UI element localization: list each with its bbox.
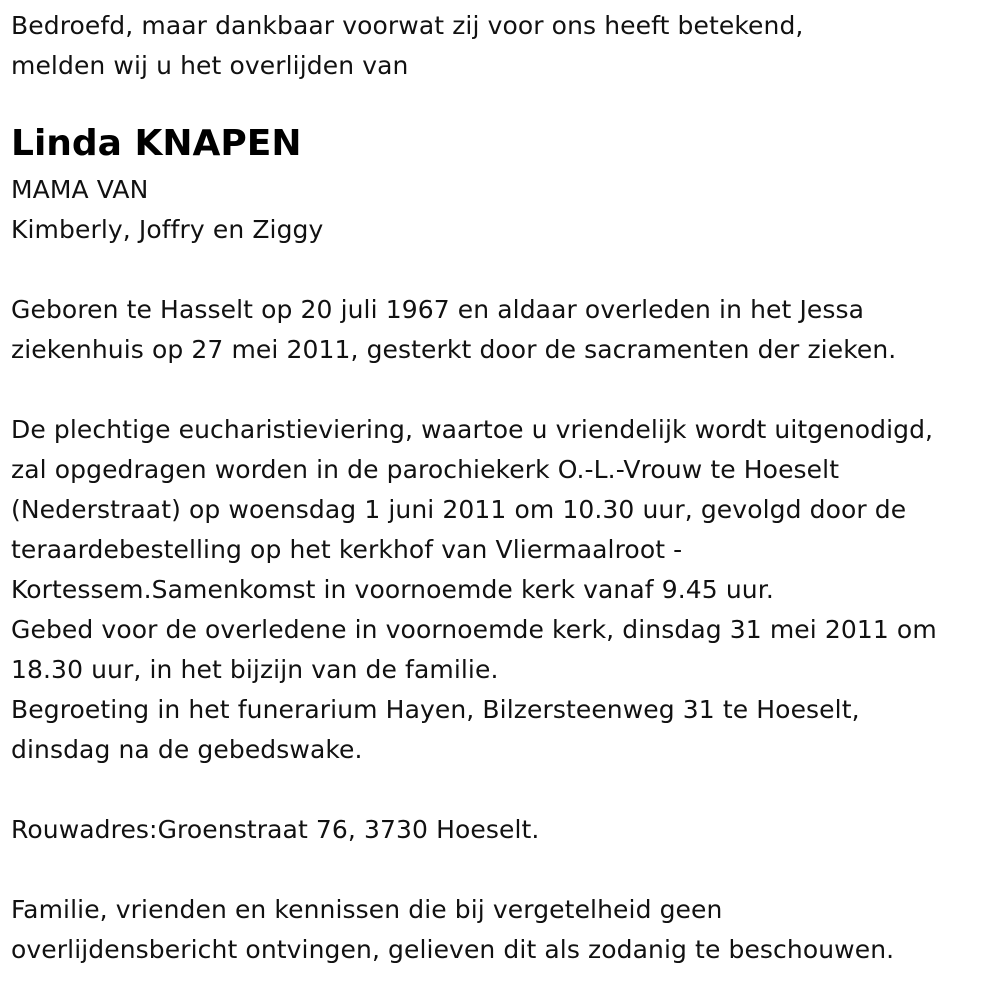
birth-death-paragraph bbox=[11, 290, 996, 370]
children-names: Kimberly, Joffry en Ziggy bbox=[11, 215, 324, 244]
closing-paragraph bbox=[11, 890, 996, 970]
spacer bbox=[11, 770, 996, 810]
intro-paragraph bbox=[11, 6, 996, 86]
closing-line: Familie, vrienden en kennissen die bij vergetelheid geen bbox=[11, 895, 723, 924]
ceremony-line: (Nederstraat) op woensdag 1 juni 2011 om 10.30 uur, gevolgd door de bbox=[11, 495, 907, 524]
spacer bbox=[11, 370, 996, 410]
birth-death-line: Geboren te Hasselt op 20 juli 1967 en aldaar overleden in het Jessa bbox=[11, 295, 865, 324]
spacer bbox=[11, 850, 996, 890]
ceremony-line: Gebed voor de overledene in voornoemde kerk, dinsdag 31 mei 2011 om bbox=[11, 615, 937, 644]
spacer bbox=[11, 250, 996, 290]
ceremony-paragraph bbox=[11, 410, 996, 770]
ceremony-line: Kortessem.Samenkomst in voornoemde kerk vanaf 9.45 uur. bbox=[11, 575, 774, 604]
deceased-name: Linda KNAPEN bbox=[11, 123, 302, 164]
ceremony-line: teraardebestelling op het kerkhof van Vliermaalroot - bbox=[11, 535, 683, 564]
ceremony-line: De plechtige eucharistieviering, waartoe u vriendelijk wordt uitgenodigd, bbox=[11, 415, 934, 444]
relation-block bbox=[11, 170, 996, 250]
ceremony-line: dinsdag na de gebedswake. bbox=[11, 735, 363, 764]
intro-line: Bedroefd, maar dankbaar voorwat zij voor ons heeft betekend, bbox=[11, 11, 804, 40]
ceremony-line: 18.30 uur, in het bijzijn van de familie. bbox=[11, 655, 499, 684]
ceremony-line: Begroeting in het funerarium Hayen, Bilzersteenweg 31 te Hoeselt, bbox=[11, 695, 860, 724]
ceremony-line: zal opgedragen worden in de parochiekerk O.-L.-Vrouw te Hoeselt bbox=[11, 455, 840, 484]
intro-line: melden wij u het overlijden van bbox=[11, 51, 409, 80]
mourning-address: Rouwadres:Groenstraat 76, 3730 Hoeselt. bbox=[11, 815, 540, 844]
relation-title: MAMA VAN bbox=[11, 175, 149, 204]
closing-line: overlijdensbericht ontvingen, gelieven dit als zodanig te beschouwen. bbox=[11, 935, 895, 964]
birth-death-line: ziekenhuis op 27 mei 2011, gesterkt door de sacramenten der zieken. bbox=[11, 335, 897, 364]
death-notice bbox=[11, 6, 996, 970]
